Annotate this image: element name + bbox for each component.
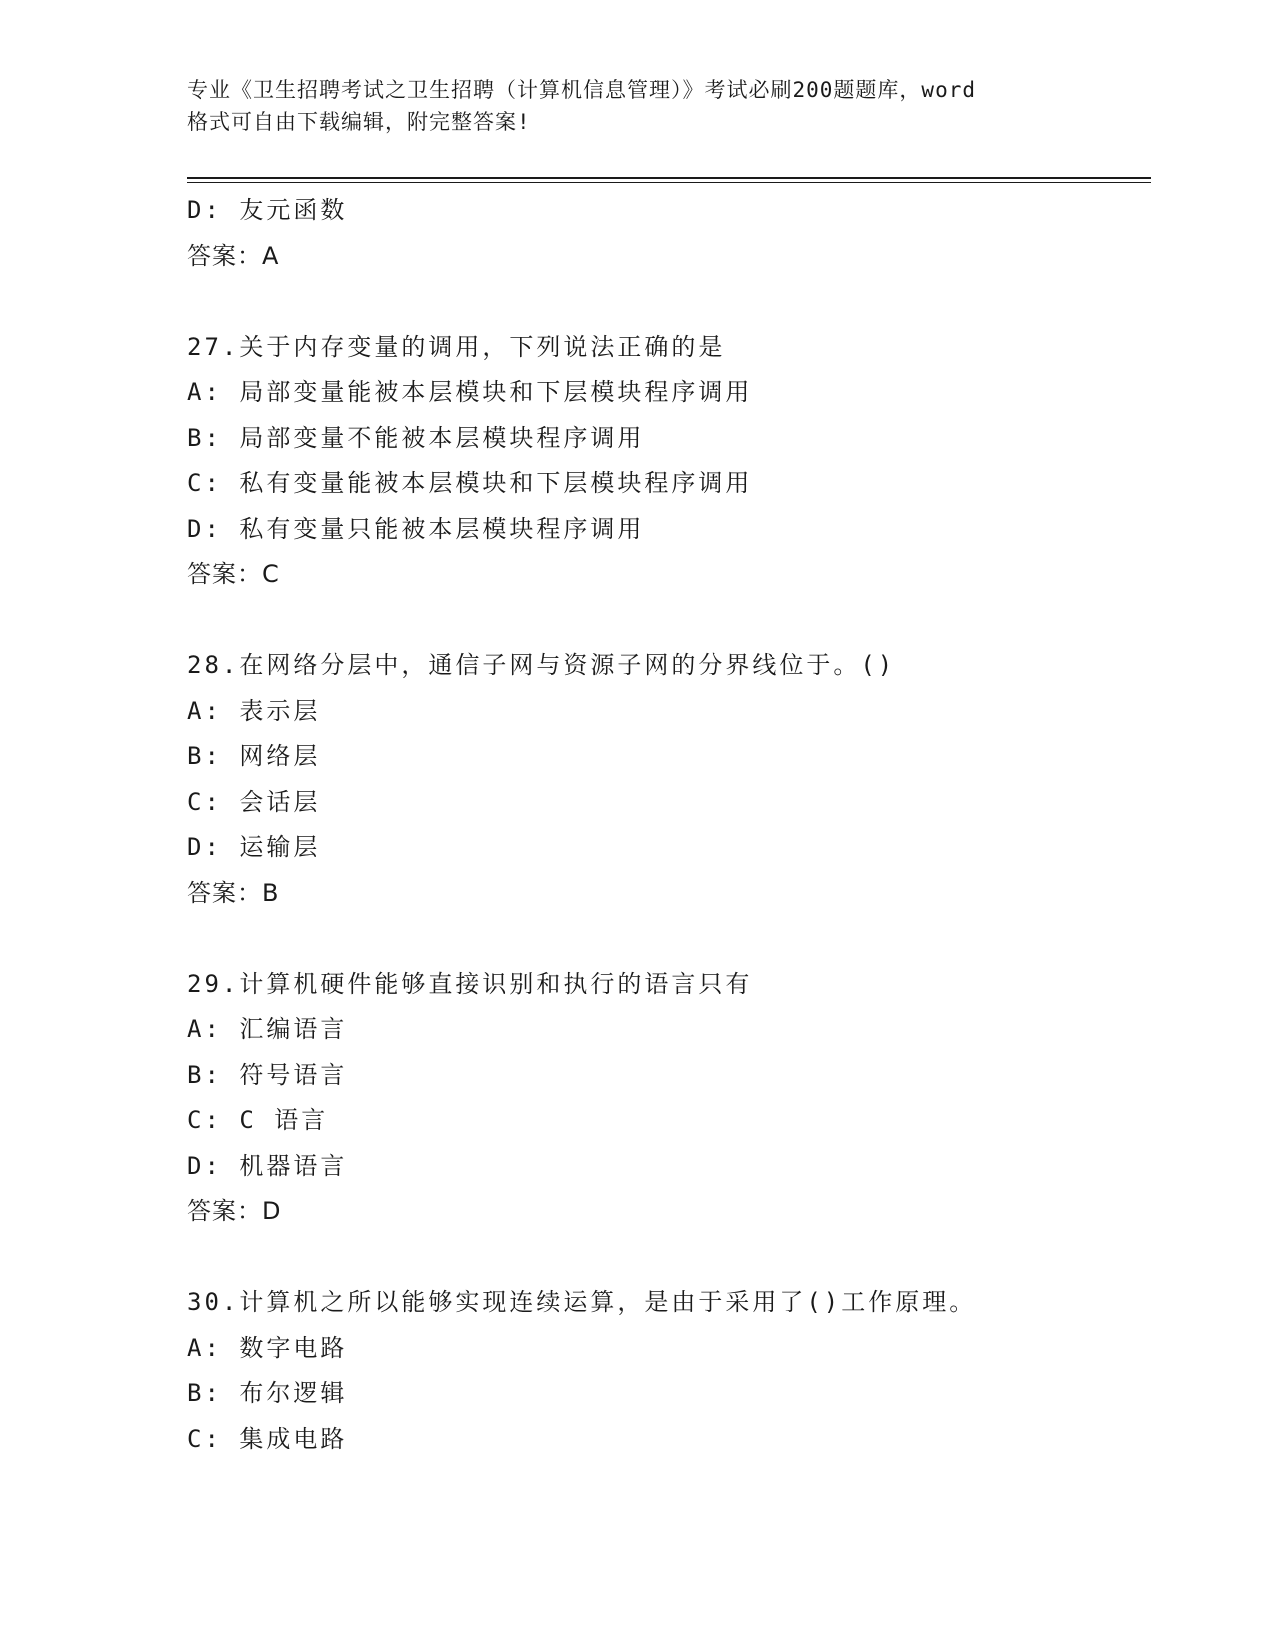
- option-c: C: C 语言: [187, 1106, 329, 1134]
- option-b: B: 布尔逻辑: [187, 1379, 348, 1407]
- question-stem: 28.在网络分层中，通信子网与资源子网的分界线位于。(): [187, 651, 896, 679]
- option-b: B: 局部变量不能被本层模块程序调用: [187, 423, 645, 452]
- option-a: A: 局部变量能被本层模块和下层模块程序调用: [187, 378, 753, 406]
- header-divider-thin: [187, 182, 1151, 183]
- header-line-1: 专业《卫生招聘考试之卫生招聘（计算机信息管理）》考试必刷200题题库，word: [187, 78, 976, 102]
- spacer: [187, 916, 1147, 962]
- question-stem: 30.计算机之所以能够实现连续运算，是由于采用了()工作原理。: [187, 1288, 977, 1316]
- option-a: A: 数字电路: [187, 1333, 348, 1362]
- document-header: [187, 74, 1087, 138]
- option-a: A: 汇编语言: [187, 1015, 348, 1043]
- option-d: D: 友元函数: [187, 196, 348, 224]
- option-b: B: 网络层: [187, 742, 321, 770]
- question-stem: 29.计算机硬件能够直接识别和执行的语言只有: [187, 969, 753, 998]
- spacer: [187, 279, 1147, 325]
- option-a: A: 表示层: [187, 696, 321, 725]
- option-c: C: 会话层: [187, 787, 321, 816]
- question-block-prev: [187, 188, 1147, 279]
- question-block-30: [187, 1280, 1147, 1462]
- option-c: C: 集成电路: [187, 1424, 348, 1453]
- question-list: [187, 188, 1147, 1462]
- question-stem: 27.关于内存变量的调用，下列说法正确的是: [187, 332, 726, 361]
- question-block-29: [187, 962, 1147, 1235]
- header-line-2: 格式可自由下载编辑，附完整答案!: [187, 110, 531, 134]
- question-block-28: [187, 643, 1147, 916]
- spacer: [187, 598, 1147, 644]
- option-c: C: 私有变量能被本层模块和下层模块程序调用: [187, 469, 753, 497]
- answer: 答案：B: [187, 878, 280, 907]
- option-d: D: 私有变量只能被本层模块程序调用: [187, 514, 645, 543]
- option-d: D: 运输层: [187, 833, 321, 861]
- spacer: [187, 1235, 1147, 1281]
- header-divider-thick: [187, 177, 1151, 179]
- answer: 答案：C: [187, 560, 280, 588]
- option-d: D: 机器语言: [187, 1151, 348, 1180]
- question-block-27: [187, 325, 1147, 598]
- option-b: B: 符号语言: [187, 1060, 348, 1089]
- answer: 答案：A: [187, 241, 280, 270]
- answer: 答案：D: [187, 1197, 282, 1225]
